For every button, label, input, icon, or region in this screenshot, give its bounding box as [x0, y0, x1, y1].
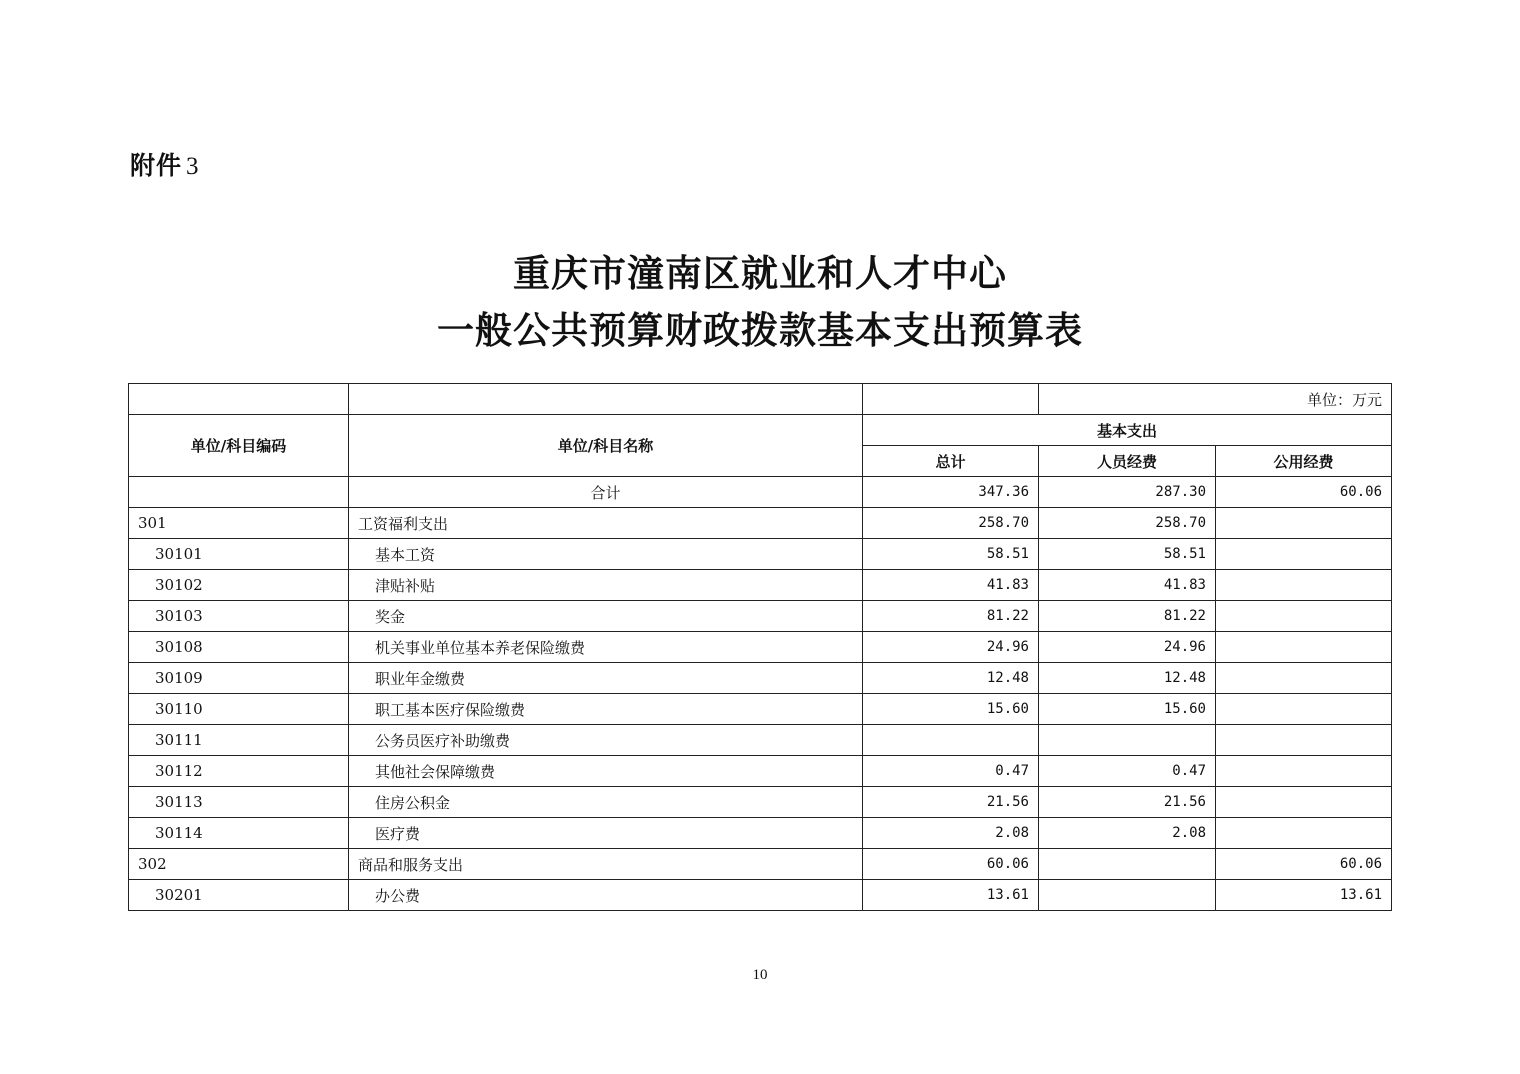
row-total: 15.60: [863, 694, 1039, 725]
table-row: [129, 694, 1392, 725]
total-total: 347.36: [863, 477, 1039, 508]
empty-cell: [863, 384, 1039, 415]
row-name: 医疗费: [349, 818, 863, 849]
row-total: 24.96: [863, 632, 1039, 663]
header-basic-expenditure: 基本支出: [863, 415, 1392, 446]
table-row: [129, 756, 1392, 787]
row-personnel: [1039, 849, 1216, 880]
row-total: 58.51: [863, 539, 1039, 570]
row-code: 30101: [129, 539, 349, 570]
table-row: [129, 508, 1392, 539]
row-public: [1216, 663, 1392, 694]
row-code: 30111: [129, 725, 349, 756]
row-public: [1216, 508, 1392, 539]
table-row: [129, 849, 1392, 880]
unit-label: 单位：万元: [1039, 384, 1392, 415]
row-code: 30103: [129, 601, 349, 632]
row-personnel: 0.47: [1039, 756, 1216, 787]
row-total: 258.70: [863, 508, 1039, 539]
total-name: 合计: [349, 477, 863, 508]
document-title-line2: 一般公共预算财政拨款基本支出预算表: [437, 309, 1083, 352]
row-name: 办公费: [349, 880, 863, 911]
row-name: 商品和服务支出: [349, 849, 863, 880]
total-personnel: 287.30: [1039, 477, 1216, 508]
row-code: 30114: [129, 818, 349, 849]
row-total: 21.56: [863, 787, 1039, 818]
row-public: 60.06: [1216, 849, 1392, 880]
header-total: 总计: [863, 446, 1039, 477]
row-total: 0.47: [863, 756, 1039, 787]
header-personnel: 人员经费: [1039, 446, 1216, 477]
row-total: 13.61: [863, 880, 1039, 911]
row-total: 60.06: [863, 849, 1039, 880]
row-personnel: 58.51: [1039, 539, 1216, 570]
row-public: [1216, 601, 1392, 632]
row-personnel: 24.96: [1039, 632, 1216, 663]
row-name: 工资福利支出: [349, 508, 863, 539]
row-code: 30110: [129, 694, 349, 725]
table-row: [129, 539, 1392, 570]
row-code: 30102: [129, 570, 349, 601]
table-row: [129, 663, 1392, 694]
empty-cell: [129, 384, 349, 415]
document-title-line1: 重庆市潼南区就业和人才中心: [513, 252, 1007, 295]
row-personnel: [1039, 725, 1216, 756]
table-row: [129, 880, 1392, 911]
row-code: 30108: [129, 632, 349, 663]
row-public: [1216, 632, 1392, 663]
row-name: 职工基本医疗保险缴费: [349, 694, 863, 725]
budget-table: [128, 383, 1392, 911]
row-personnel: 258.70: [1039, 508, 1216, 539]
table-row: [129, 570, 1392, 601]
total-public: 60.06: [1216, 477, 1392, 508]
row-code: 30109: [129, 663, 349, 694]
total-row: [129, 477, 1392, 508]
attachment-number: 3: [186, 153, 200, 180]
row-public: [1216, 539, 1392, 570]
row-public: [1216, 694, 1392, 725]
row-public: [1216, 725, 1392, 756]
row-name: 基本工资: [349, 539, 863, 570]
row-personnel: 81.22: [1039, 601, 1216, 632]
row-code: 302: [129, 849, 349, 880]
row-name: 其他社会保障缴费: [349, 756, 863, 787]
table-row: [129, 725, 1392, 756]
row-public: [1216, 570, 1392, 601]
row-code: 301: [129, 508, 349, 539]
row-total: [863, 725, 1039, 756]
row-name: 机关事业单位基本养老保险缴费: [349, 632, 863, 663]
attachment-label: [130, 146, 200, 182]
header-public: 公用经费: [1216, 446, 1392, 477]
row-code: 30201: [129, 880, 349, 911]
row-code: 30113: [129, 787, 349, 818]
row-name: 公务员医疗补助缴费: [349, 725, 863, 756]
row-public: [1216, 756, 1392, 787]
header-row-1: [129, 415, 1392, 446]
row-personnel: 21.56: [1039, 787, 1216, 818]
row-personnel: [1039, 880, 1216, 911]
row-total: 81.22: [863, 601, 1039, 632]
row-total: 2.08: [863, 818, 1039, 849]
table-row: [129, 632, 1392, 663]
row-public: 13.61: [1216, 880, 1392, 911]
row-name: 住房公积金: [349, 787, 863, 818]
row-name: 津贴补贴: [349, 570, 863, 601]
table-row: [129, 818, 1392, 849]
row-total: 12.48: [863, 663, 1039, 694]
header-code: 单位/科目编码: [129, 415, 349, 477]
empty-cell: [349, 384, 863, 415]
row-public: [1216, 818, 1392, 849]
row-personnel: 12.48: [1039, 663, 1216, 694]
table-row: [129, 787, 1392, 818]
attachment-text: 附件: [130, 151, 183, 180]
row-name: 职业年金缴费: [349, 663, 863, 694]
header-name: 单位/科目名称: [349, 415, 863, 477]
unit-row: [129, 384, 1392, 415]
row-code: 30112: [129, 756, 349, 787]
total-code: [129, 477, 349, 508]
row-name: 奖金: [349, 601, 863, 632]
table-row: [129, 601, 1392, 632]
row-total: 41.83: [863, 570, 1039, 601]
row-personnel: 2.08: [1039, 818, 1216, 849]
row-public: [1216, 787, 1392, 818]
row-personnel: 41.83: [1039, 570, 1216, 601]
page-number: 10: [752, 967, 768, 983]
row-personnel: 15.60: [1039, 694, 1216, 725]
